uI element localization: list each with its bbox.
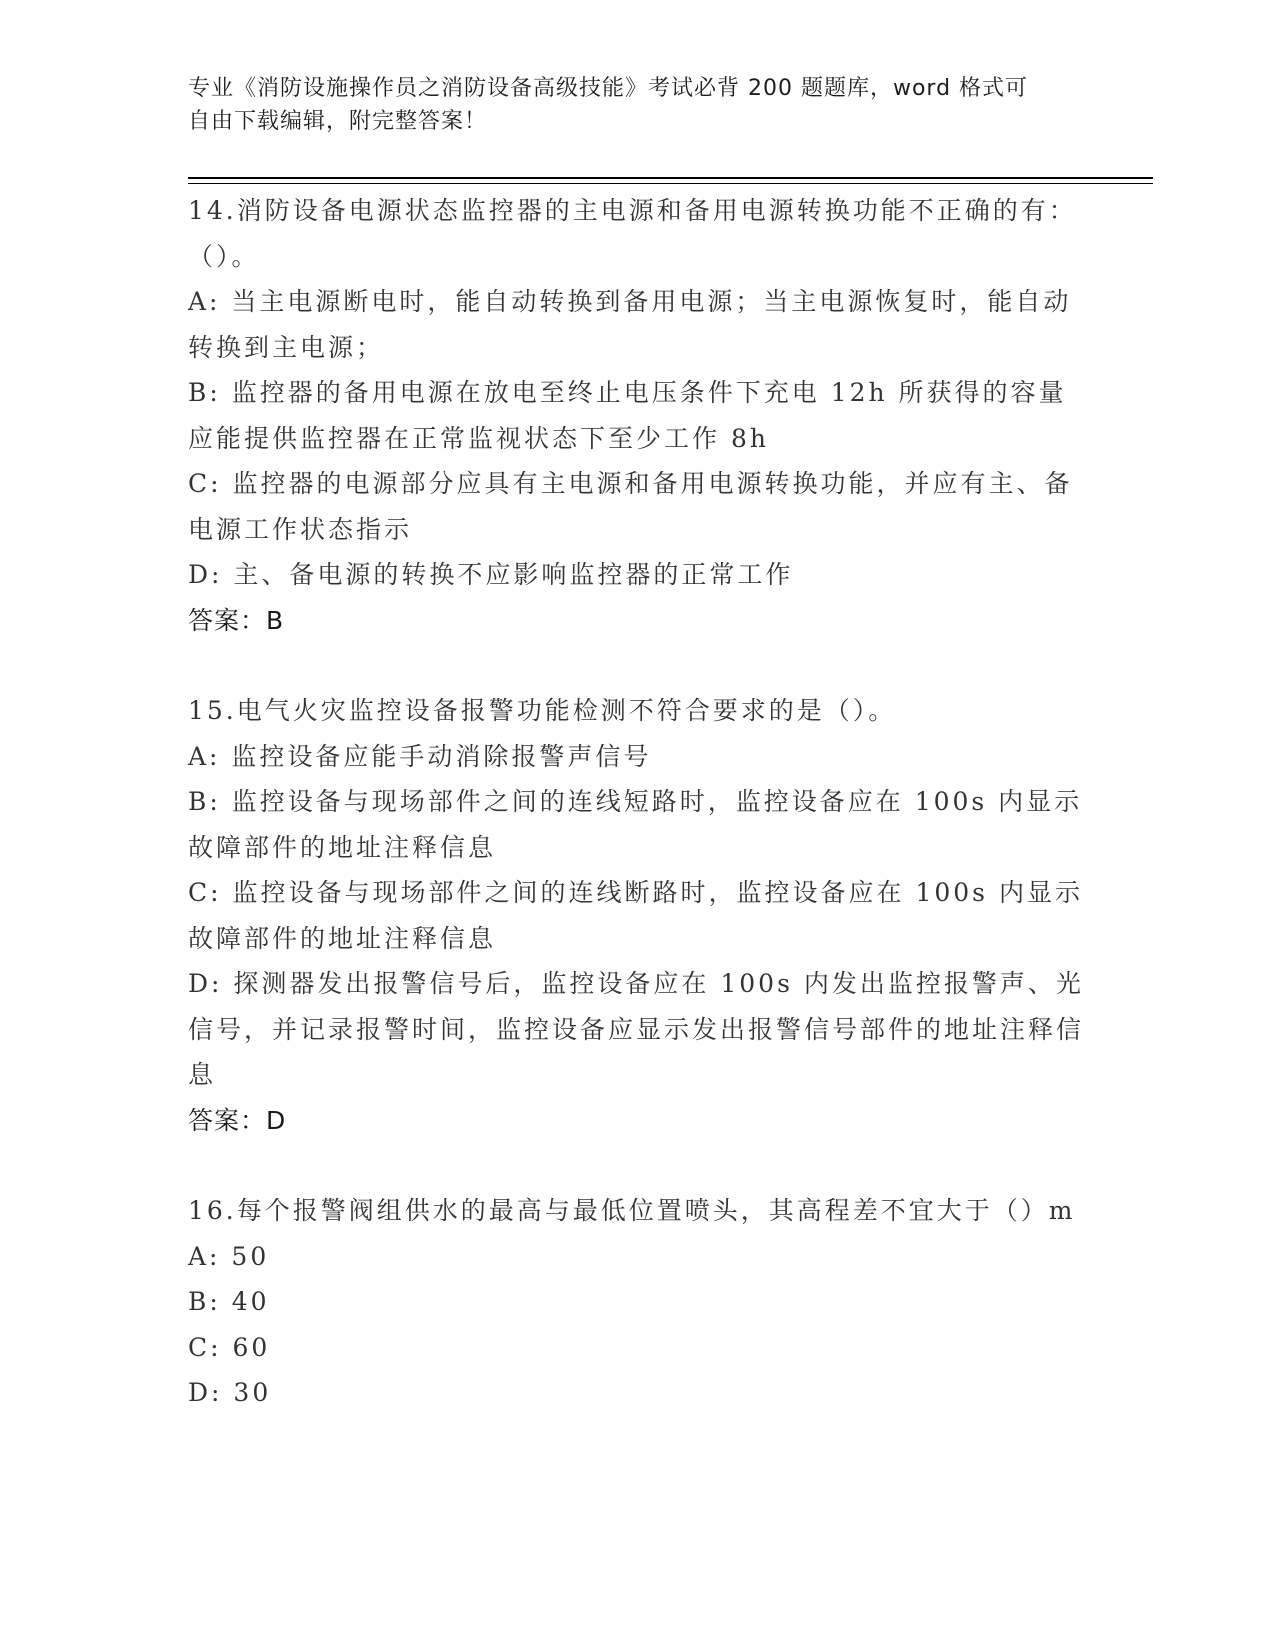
option-c: C: 监控器的电源部分应具有主电源和备用电源转换功能，并应有主、备电源工作状态指示	[188, 469, 1073, 544]
option-d: D: 主、备电源的转换不应影响监控器的正常工作	[188, 560, 794, 589]
option-c: C: 60	[188, 1332, 271, 1362]
option-a: A: 50	[188, 1241, 270, 1271]
question-spacer	[188, 1143, 1088, 1188]
document-header	[188, 72, 1068, 138]
question-list	[188, 188, 1088, 1416]
question-text: 15.电气火灾监控设备报警功能检测不符合要求的是（）。	[188, 696, 897, 725]
header-divider-thin	[188, 183, 1153, 184]
option-b: B: 40	[188, 1287, 270, 1316]
header-line-1: 专业《消防设施操作员之消防设备高级技能》考试必背 200 题题库，word 格式可	[188, 76, 1029, 101]
header-divider-thick	[188, 177, 1153, 179]
option-b: B: 监控器的备用电源在放电至终止电压条件下充电 12h 所获得的容量应能提供监控器在正常监视状态下至少工作 8h	[188, 378, 1067, 453]
question-spacer	[188, 643, 1088, 688]
question-15	[188, 688, 1088, 1143]
option-a: A: 当主电源断电时，能自动转换到备用电源；当主电源恢复时，能自动转换到主电源；	[188, 287, 1072, 362]
option-b: B: 监控设备与现场部件之间的连线短路时，监控设备应在 100s 内显示故障部件的地址注释信息	[188, 787, 1083, 862]
option-a: A: 监控设备应能手动消除报警声信号	[188, 741, 652, 771]
question-16	[188, 1188, 1088, 1416]
option-d: D: 探测器发出报警信号后，监控设备应在 100s 内发出监控报警声、光信号，并记录报警时间，监控设备应显示发出报警信号部件的地址注释信息	[188, 969, 1085, 1089]
question-text: 16.每个报警阀组供水的最高与最低位置喷头，其高程差不宜大于（）m	[188, 1196, 1076, 1225]
option-d: D: 30	[188, 1378, 272, 1407]
question-text: 14.消防设备电源状态监控器的主电源和备用电源转换功能不正确的有：（）。	[188, 196, 1077, 271]
answer-label: 答案：B	[188, 605, 285, 635]
option-c: C: 监控设备与现场部件之间的连线断路时，监控设备应在 100s 内显示故障部件的地址注释信息	[188, 878, 1083, 953]
header-line-2: 自由下载编辑，附完整答案！	[188, 109, 488, 134]
answer-label: 答案：D	[188, 1105, 287, 1135]
question-14	[188, 188, 1088, 643]
